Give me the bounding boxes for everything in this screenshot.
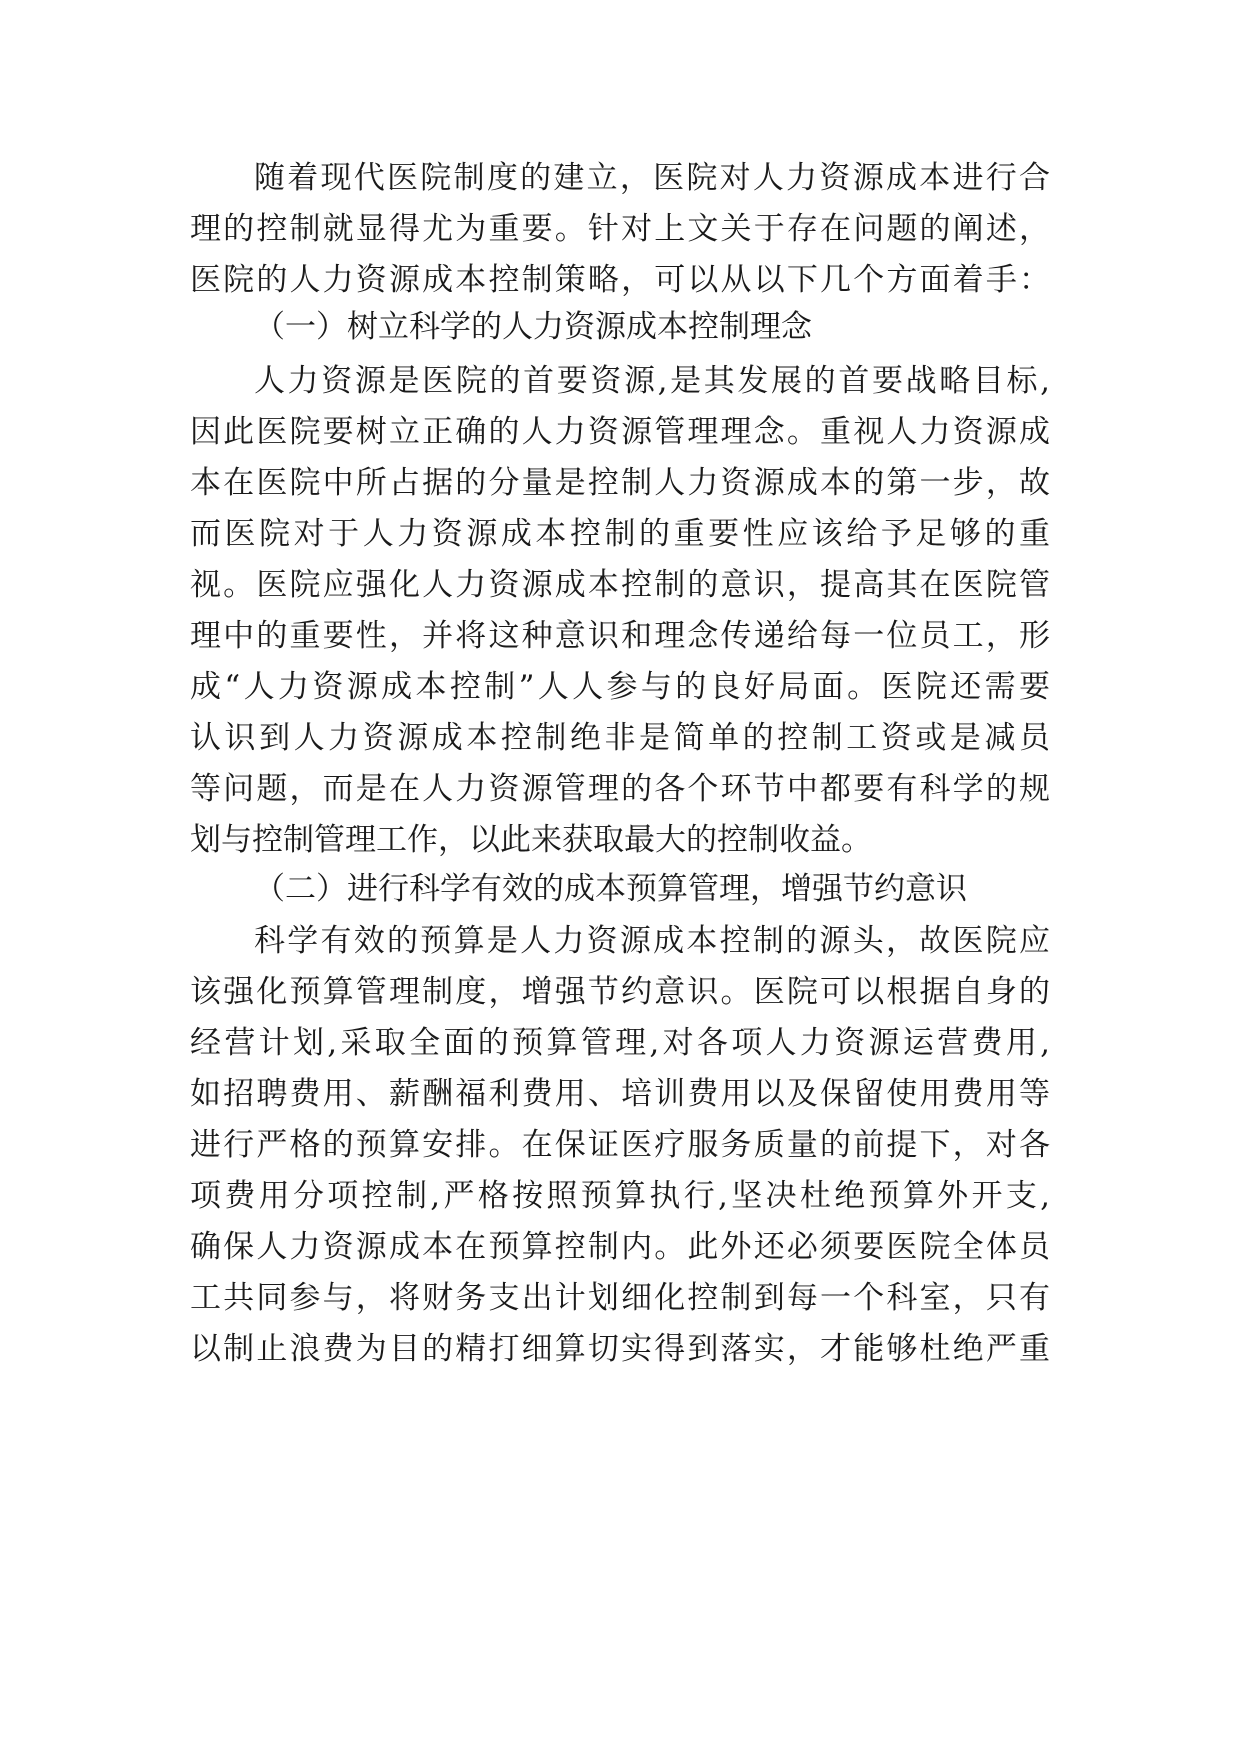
text-line: 科学有效的预算是人力资源成本控制的源头，故医院应 bbox=[254, 923, 1050, 959]
text-line: 工共同参与，将财务支出计划细化控制到每一个科室，只有 bbox=[190, 1280, 1050, 1316]
text-line: 成“人力资源成本控制”人人参与的良好局面。医院还需要 bbox=[190, 669, 1050, 705]
text-line: 理的控制就显得尤为重要。针对上文关于存在问题的阐述， bbox=[190, 211, 1050, 247]
text-line: 确保人力资源成本在预算控制内。此外还必须要医院全体员 bbox=[190, 1229, 1050, 1265]
text-line: 因此医院要树立正确的人力资源管理理念。重视人力资源成 bbox=[190, 414, 1050, 450]
section-heading-1: （一）树立科学的人力资源成本控制理念 bbox=[254, 309, 812, 345]
text-line: 医院的人力资源成本控制策略，可以从以下几个方面着手： bbox=[190, 262, 1050, 298]
text-line: 而医院对于人力资源成本控制的重要性应该给予足够的重 bbox=[190, 516, 1050, 552]
text-line: 理中的重要性，并将这种意识和理念传递给每一位员工，形 bbox=[190, 618, 1050, 654]
text-line: 该强化预算管理制度，增强节约意识。医院可以根据自身的 bbox=[190, 974, 1050, 1010]
text-line: 经营计划,采取全面的预算管理,对各项人力资源运营费用, bbox=[190, 1025, 1050, 1061]
text-line: 项费用分项控制,严格按照预算执行,坚决杜绝预算外开支, bbox=[190, 1178, 1050, 1214]
text-line: 认识到人力资源成本控制绝非是简单的控制工资或是减员 bbox=[190, 720, 1050, 756]
text-line: 人力资源是医院的首要资源,是其发展的首要战略目标, bbox=[254, 363, 1050, 399]
text-line: 视。医院应强化人力资源成本控制的意识，提高其在医院管 bbox=[190, 567, 1050, 603]
text-line: 划与控制管理工作，以此来获取最大的控制收益。 bbox=[190, 822, 872, 858]
text-line: 如招聘费用、薪酬福利费用、培训费用以及保留使用费用等 bbox=[190, 1076, 1050, 1112]
section-heading-2: （二）进行科学有效的成本预算管理，增强节约意识 bbox=[254, 871, 967, 907]
text-line: 随着现代医院制度的建立，医院对人力资源成本进行合 bbox=[254, 160, 1050, 196]
text-line: 进行严格的预算安排。在保证医疗服务质量的前提下，对各 bbox=[190, 1127, 1050, 1163]
text-line: 等问题，而是在人力资源管理的各个环节中都要有科学的规 bbox=[190, 771, 1050, 807]
text-line: 以制止浪费为目的精打细算切实得到落实，才能够杜绝严重 bbox=[190, 1331, 1050, 1367]
text-line: 本在医院中所占据的分量是控制人力资源成本的第一步，故 bbox=[190, 465, 1050, 501]
